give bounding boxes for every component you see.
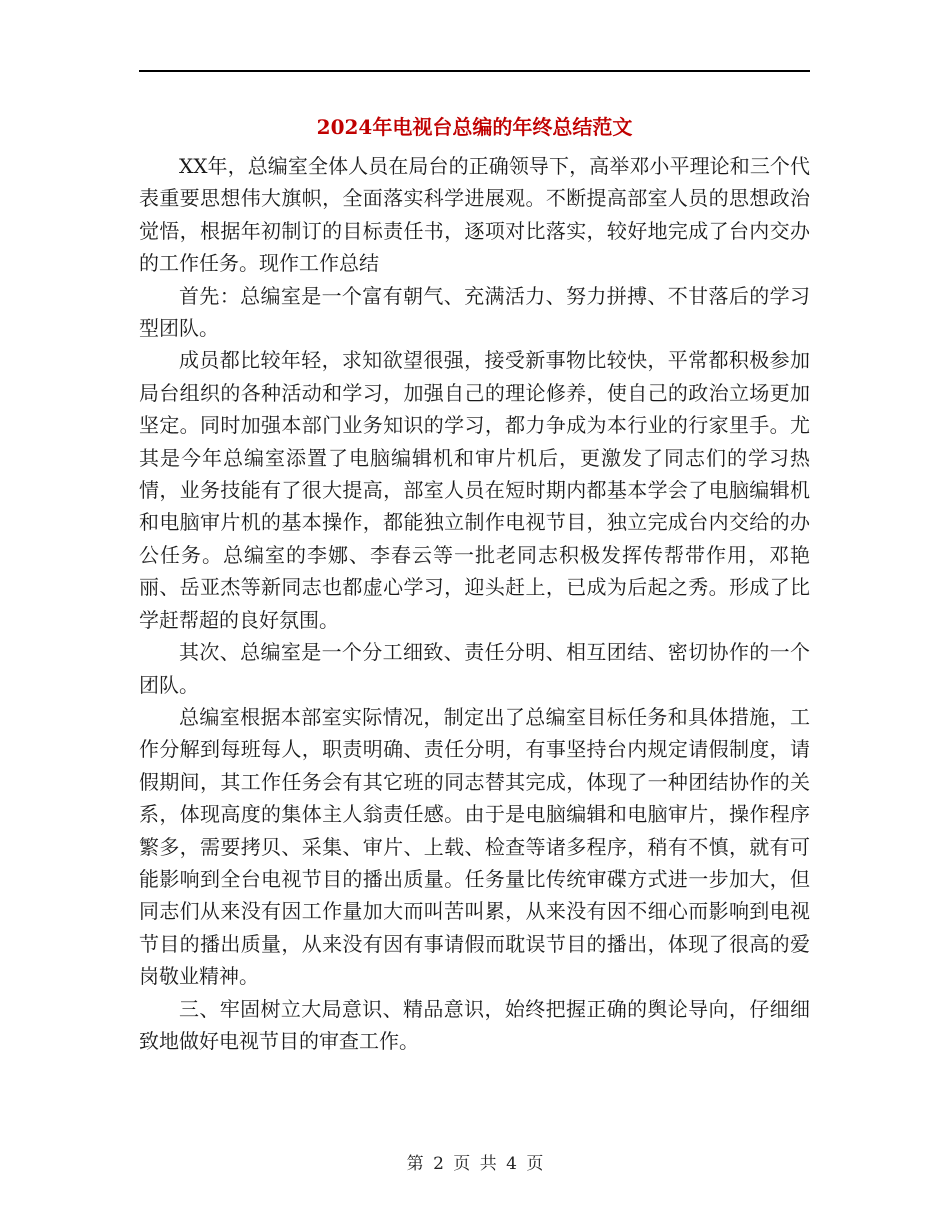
header-rule bbox=[139, 70, 810, 72]
footer-total-pages: 4 bbox=[506, 1154, 517, 1174]
paragraph-division-of-work: 总编室根据本部室实际情况，制定出了总编室目标任务和具体措施，工作分解到每班每人，职责明确、责任分明，有事坚持台内规定请假制度，请假期间，其工作任务会有其它班的同志替其完成，体现了一种团结协作的关系，体现高度的集体主人翁责任感。由于是电脑编辑和电脑审片，操作程序繁多，需要拷贝、采集、审片、上载、检查等诸多程序，稍有不慎，就有可能影响到全台电视节目的播出质量。任务量比传统审碟方式进一步加大，但同志们从来没有因工作量加大而叫苦叫累，从来没有因不细心而影响到电视节目的播出质量，从来没有因有事请假而耽误节目的播出，体现了很高的爱岗敬业精神。 bbox=[139, 704, 810, 989]
paragraph-first-point: 首先：总编室是一个富有朝气、充满活力、努力拼搏、不甘落后的学习型团队。 bbox=[139, 283, 810, 341]
paragraph-team-learning: 成员都比较年轻，求知欲望很强，接受新事物比较快，平常都积极参加局台组织的各种活动和学习，加强自己的理论修养，使自己的政治立场更加坚定。同时加强本部门业务知识的学习，都力争成为本行业的行家里手。尤其是今年总编室添置了电脑编辑机和审片机后，更激发了同志们的学习热情，业务技能有了很大提高，部室人员在短时期内都基本学会了电脑编辑机和电脑审片机的基本操作，都能独立制作电视节目，独立完成台内交给的办公任务。总编室的李娜、李春云等一批老同志积极发挥传帮带作用，邓艳丽、岳亚杰等新同志也都虚心学习，迎头赶上，已成为后起之秀。形成了比学赶帮超的良好氛围。 bbox=[139, 348, 810, 632]
document-title: 2024年电视台总编的年终总结范文 bbox=[316, 115, 633, 139]
document-body bbox=[139, 150, 810, 1057]
paragraph-third-point: 三、牢固树立大局意识、精品意识，始终把握正确的舆论导向，仔细细致地做好电视节目的审查工作。 bbox=[139, 996, 810, 1053]
page-footer bbox=[0, 1152, 950, 1176]
footer-current-page: 2 bbox=[433, 1154, 444, 1174]
footer-page-word: 页 bbox=[453, 1154, 471, 1174]
footer-total-word: 共 bbox=[479, 1154, 497, 1174]
paragraph-second-point: 其次、总编室是一个分工细致、责任分明、相互团结、密切协作的一个团队。 bbox=[139, 640, 810, 697]
footer-suffix: 页 bbox=[526, 1154, 544, 1174]
paragraph-intro: XX年，总编室全体人员在局台的正确领导下，高举邓小平理论和三个代表重要思想伟大旗帜，全面落实科学进展观。不断提高部室人员的思想政治觉悟，根据年初制订的目标责任书，逐项对比落实，较好地完成了台内交办的工作任务。现作工作总结 bbox=[139, 154, 810, 276]
footer-prefix: 第 bbox=[406, 1154, 424, 1174]
